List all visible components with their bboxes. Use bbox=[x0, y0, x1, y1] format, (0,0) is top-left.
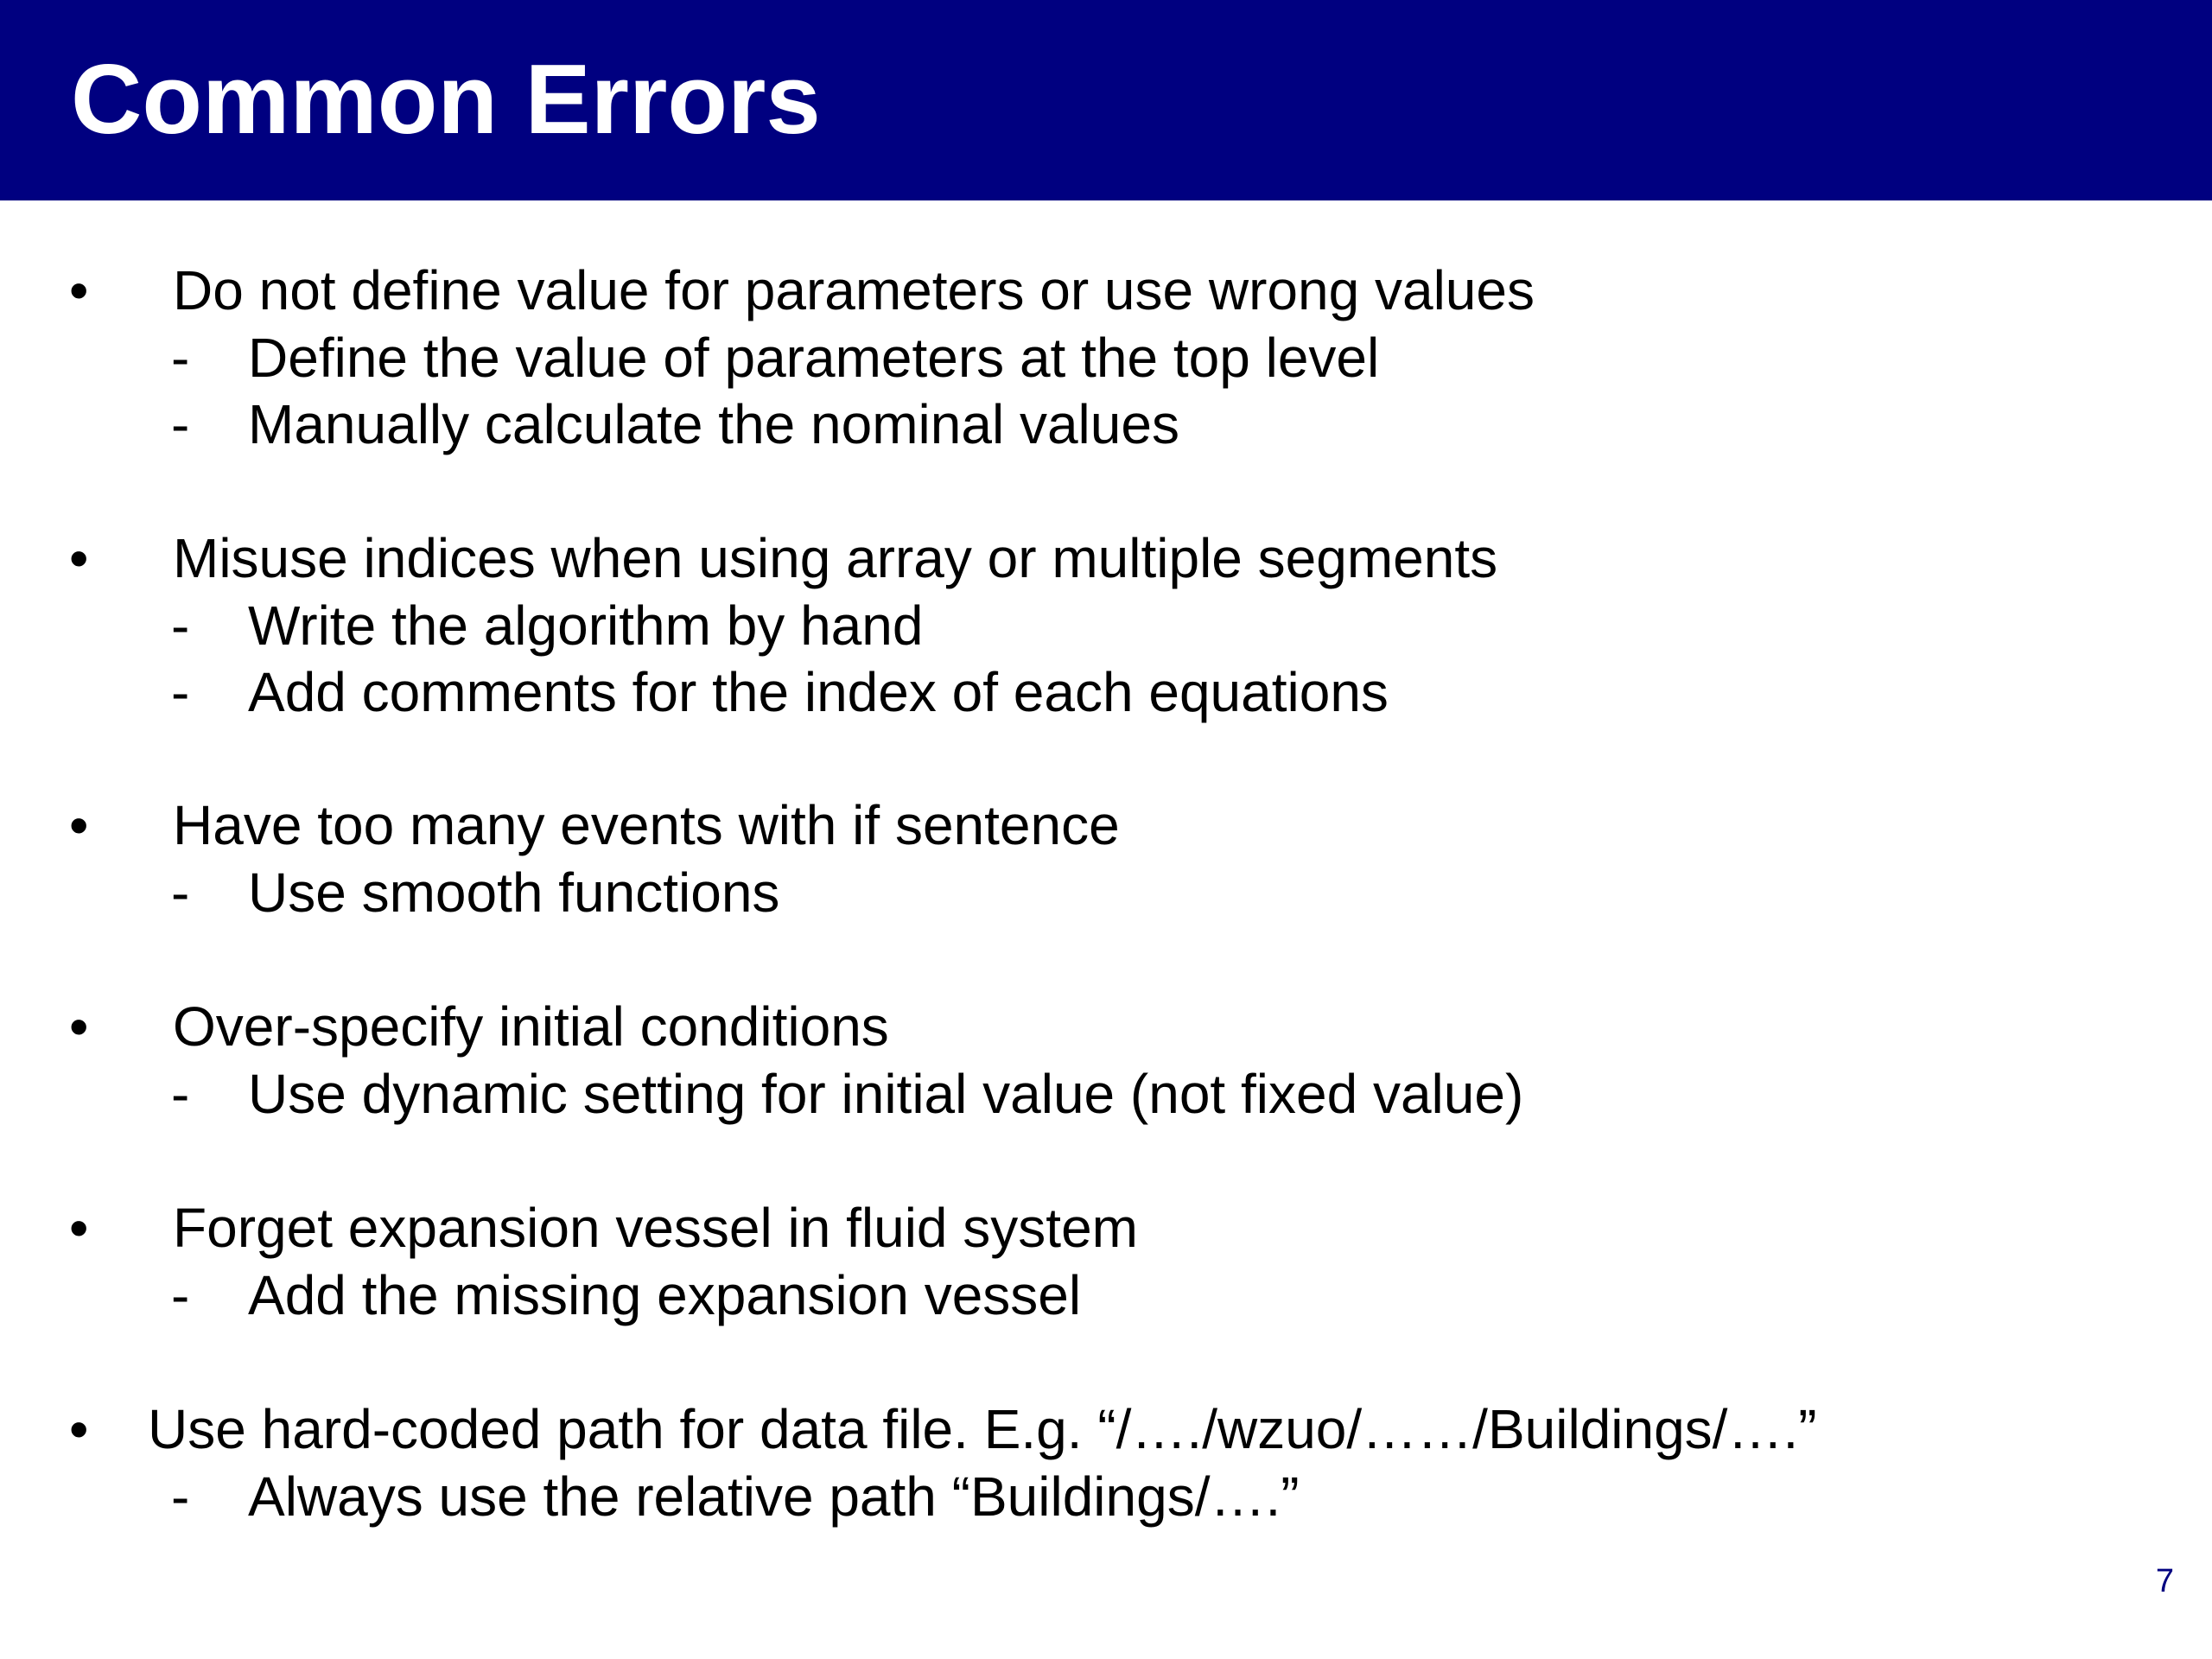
dash-marker: - bbox=[171, 661, 190, 723]
sub-bullet-item: Add comments for the index of each equations bbox=[248, 661, 1389, 723]
sub-bullet-item: Use dynamic setting for initial value (not fixed value) bbox=[248, 1063, 1524, 1125]
dash-marker: - bbox=[171, 1465, 190, 1528]
bullet-item: Forget expansion vessel in fluid system bbox=[173, 1197, 1138, 1259]
sub-bullet-item: Manually calculate the nominal values bbox=[248, 393, 1179, 455]
sub-bullet-item: Write the algorithm by hand bbox=[248, 594, 924, 657]
bullet-item: Over-specify initial conditions bbox=[173, 995, 889, 1058]
dash-marker: - bbox=[171, 1264, 190, 1326]
slide-title: Common Errors bbox=[71, 45, 821, 155]
bullet-marker: • bbox=[69, 794, 89, 856]
sub-bullet-item: Add the missing expansion vessel bbox=[248, 1264, 1082, 1326]
bullet-marker: • bbox=[69, 527, 89, 589]
sub-bullet-item: Define the value of parameters at the top level bbox=[248, 327, 1380, 389]
bullet-marker: • bbox=[69, 995, 89, 1058]
bullet-marker: • bbox=[69, 1197, 89, 1259]
sub-bullet-item: Use smooth functions bbox=[248, 861, 780, 924]
bullet-item: Misuse indices when using array or multiple segments bbox=[173, 527, 1498, 589]
dash-marker: - bbox=[171, 861, 190, 924]
bullet-item: Use hard-coded path for data file. E.g. “/…./wzuo/……/Buildings/….” bbox=[148, 1398, 1817, 1460]
bullet-item: Have too many events with if sentence bbox=[173, 794, 1120, 856]
bullet-item: Do not define value for parameters or use wrong values bbox=[173, 259, 1535, 321]
bullet-marker: • bbox=[69, 259, 89, 321]
dash-marker: - bbox=[171, 393, 190, 455]
dash-marker: - bbox=[171, 1063, 190, 1125]
dash-marker: - bbox=[171, 594, 190, 657]
page-number: 7 bbox=[2155, 1563, 2174, 1599]
sub-bullet-item: Always use the relative path “Buildings/….” bbox=[248, 1465, 1300, 1528]
dash-marker: - bbox=[171, 327, 190, 389]
bullet-marker: • bbox=[69, 1398, 89, 1460]
